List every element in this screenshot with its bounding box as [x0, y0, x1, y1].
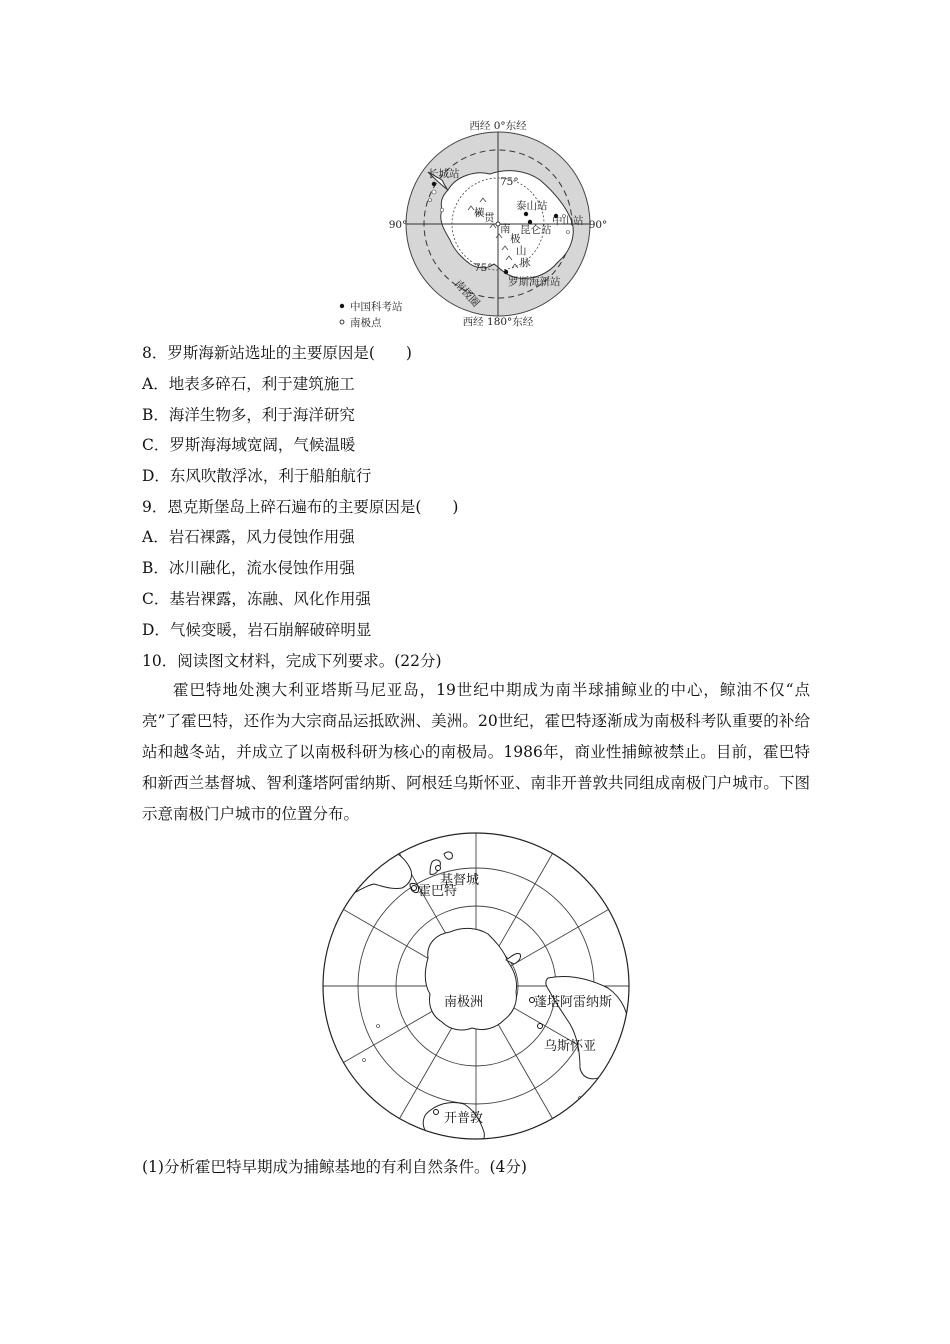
map1-right-label: 90° — [588, 219, 608, 231]
map2-antarctica-label: 南极洲 — [444, 995, 484, 1010]
map2-ushuaia-dot — [538, 1024, 543, 1029]
map1-lat-lower: 75° — [474, 262, 493, 274]
map2-antarctica — [425, 928, 516, 1030]
q8-stem: 8．罗斯海新站选址的主要原因是( ) — [142, 344, 412, 362]
map1-left-label: 90° — [388, 219, 408, 231]
map1-rossnew-label: 罗斯海新站 — [508, 276, 561, 288]
map1-top-label: 西经 0°东经 — [469, 120, 527, 132]
map2-christchurch-dot — [436, 866, 441, 871]
map1-legend-station-dot — [340, 304, 344, 308]
map2-punta-label: 蓬塔阿雷纳斯 — [534, 995, 613, 1010]
map1-mountain-char-4: 极 — [510, 233, 521, 245]
map1-mountain-char-2: 贯 — [484, 212, 495, 224]
q9-option-a: A．岩石裸露，风力侵蚀作用强 — [142, 528, 355, 546]
map1-lat-upper: 75° — [500, 176, 519, 188]
map1-antarctic-circle-label: 南极圈 — [451, 277, 482, 310]
map1-kunlun-label: 昆仑站 — [520, 224, 552, 236]
map1-bottom-label: 西经 180°东经 — [462, 316, 534, 328]
map1-legend-station: 中国科考站 — [350, 301, 403, 313]
map1-mountain-char-1: 横 — [474, 207, 485, 219]
map2-islands — [363, 1025, 596, 1100]
q9-option-b: B．冰川融化，流水侵蚀作用强 — [142, 559, 355, 577]
antarctica-stations-map — [330, 118, 610, 333]
q8-option-c: C．罗斯海海域宽阔，气候温暖 — [142, 436, 356, 454]
map2-capetown-dot — [434, 1110, 439, 1115]
map2-christchurch-label: 基督城 — [440, 873, 480, 888]
map1-changcheng-label: 长城站 — [428, 168, 460, 180]
q8-option-d: D．东风吹散浮冰，利于船舶航行 — [142, 467, 372, 485]
map1-legend-pole-dot — [340, 320, 344, 324]
map1-mountain-char-5: 山 — [516, 245, 527, 257]
q10-stem: 10．阅读图文材料，完成下列要求。(22分) — [142, 652, 442, 670]
map2-hobart-dot — [412, 886, 417, 891]
q9-option-c: C．基岩裸露，冻融、风化作用强 — [142, 590, 371, 608]
map2-ushuaia-label: 乌斯怀亚 — [544, 1039, 597, 1054]
map2-hobart-label: 霍巴特 — [418, 884, 458, 899]
map1-mountain-char-6: 脉 — [520, 257, 531, 269]
q9-option-d: D．气候变暖，岩石崩解破碎明显 — [142, 621, 372, 639]
map1-station-changcheng-dot — [432, 182, 436, 186]
gateway-cities-map — [318, 828, 634, 1144]
map2-south-america — [546, 976, 628, 1078]
map1-legend-pole: 南极点 — [350, 317, 382, 329]
q9-stem: 9．恩克斯堡岛上碎石遍布的主要原因是( ) — [142, 498, 459, 516]
map1-station-taishan-dot — [524, 212, 528, 216]
q10-passage: 霍巴特地处澳大利亚塔斯马尼亚岛，19世纪中期成为南半球捕鲸业的中心，鲸油不仅“点亮”了霍巴特，还作为大宗商品运抵欧洲、美洲。20世纪，霍巴特逐渐成为南极科考队重要的补给站和越冬站，并成立了以南极科研为核心的南极局。1986年，商业性捕鲸被禁止。目前，霍巴特和新西兰基督城、智利蓬塔阿雷纳斯、阿根廷乌斯怀亚、南非开普敦共同组成南极门户城市。下图示意南极门户城市的位置分布。 — [142, 681, 810, 823]
map2-capetown-label: 开普敦 — [444, 1111, 484, 1126]
map1-zhongshan-label: 中山站 — [552, 215, 584, 227]
map1-mountain-char-3: 南 — [500, 223, 511, 235]
map1-taishan-label: 泰山站 — [516, 200, 548, 212]
q8-option-a: A．地表多碎石，利于建筑施工 — [142, 375, 355, 393]
q8-option-b: B．海洋生物多，利于海洋研究 — [142, 406, 355, 424]
q10-sub1: (1)分析霍巴特早期成为捕鲸基地的有利自然条件。(4分) — [142, 1158, 527, 1176]
map1-station-rossnew-dot — [504, 270, 508, 274]
